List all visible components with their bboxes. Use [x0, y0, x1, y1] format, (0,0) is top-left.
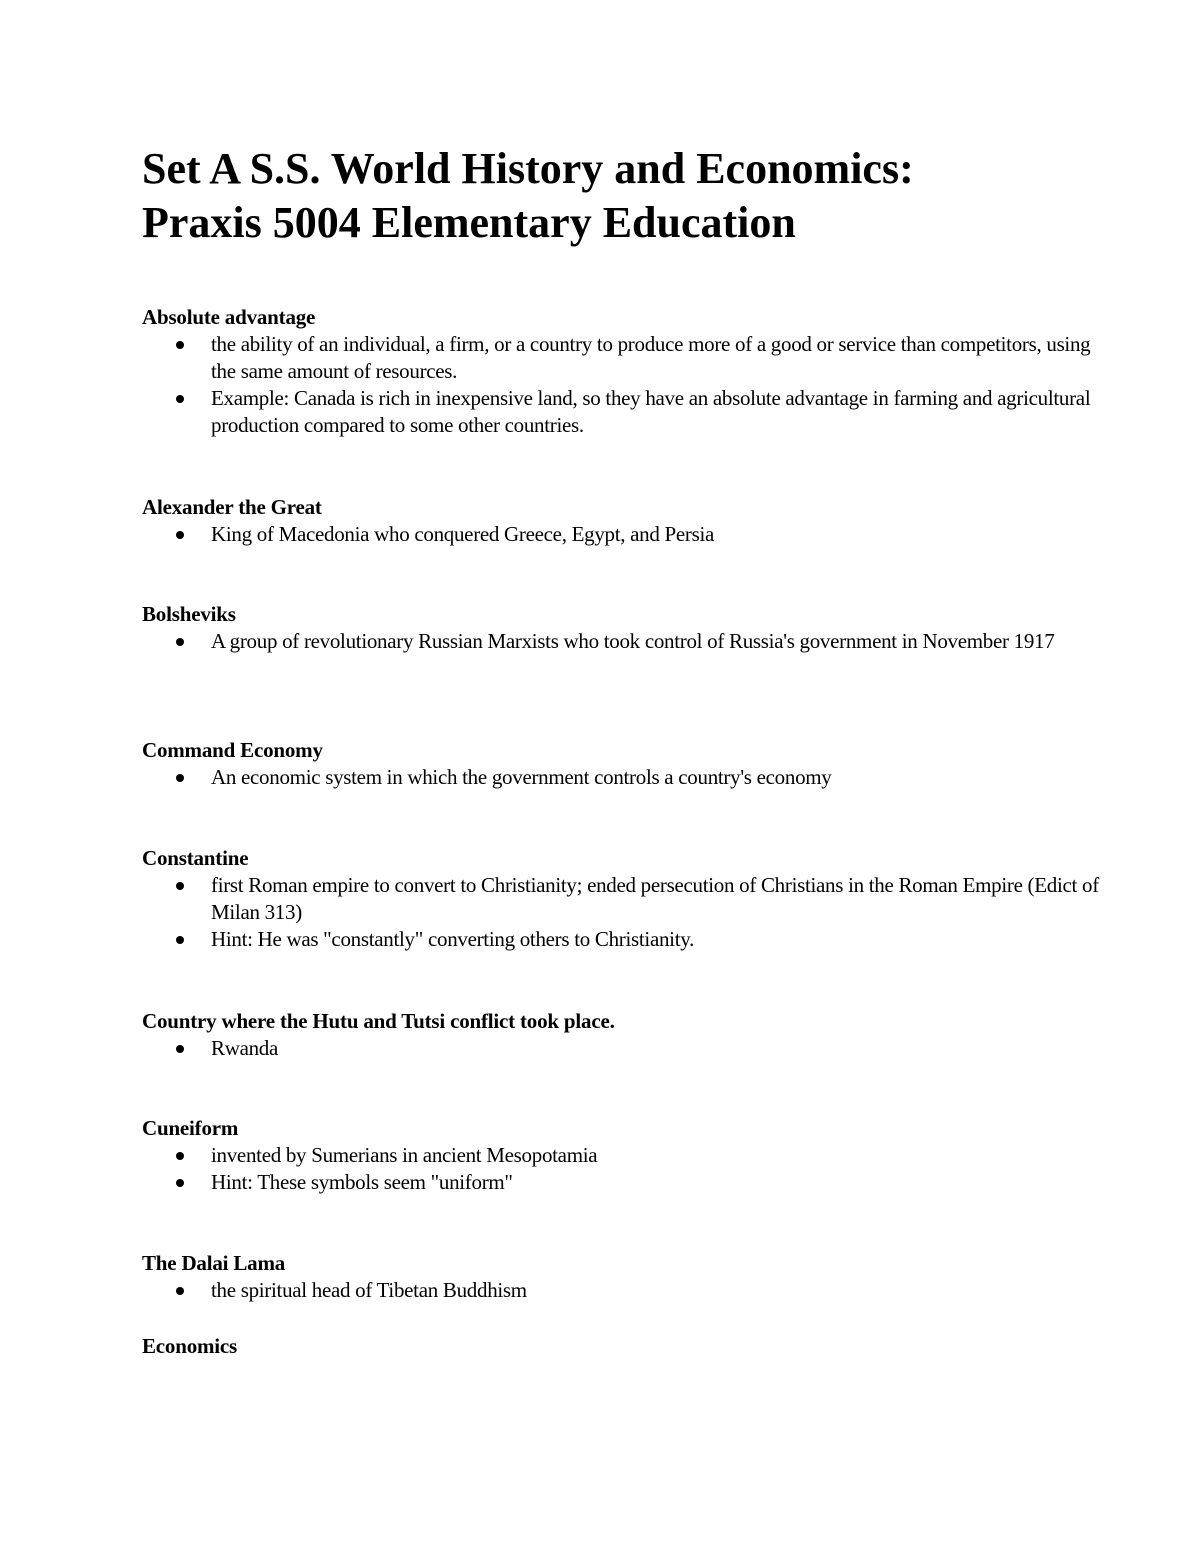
definition-text: A group of revolutionary Russian Marxists who took control of Russia's government in November 1917	[211, 629, 1055, 653]
term-heading: Absolute advantage	[142, 305, 316, 329]
definition-text: King of Macedonia who conquered Greece, Egypt, and Persia	[211, 522, 715, 546]
definition-text: invented by Sumerians in ancient Mesopotamia	[211, 1143, 598, 1167]
definition-item	[142, 1142, 1102, 1169]
definition-item	[142, 764, 1102, 791]
term-constantine	[142, 845, 1102, 953]
term-dalai-lama	[142, 1250, 1102, 1304]
definition-text: Hint: These symbols seem "uniform"	[211, 1170, 513, 1194]
definition-text: Hint: He was "constantly" converting others to Christianity.	[211, 927, 695, 951]
term-heading: Command Economy	[142, 738, 323, 762]
definition-text: An economic system in which the government controls a country's economy	[211, 765, 832, 789]
definition-list	[142, 628, 1102, 655]
term-alexander-the-great	[142, 494, 1102, 548]
definition-text: Rwanda	[211, 1036, 279, 1060]
bullet-icon	[176, 395, 184, 403]
definition-item	[142, 628, 1102, 655]
page-title-line-2: Praxis 5004 Elementary Education	[142, 198, 796, 247]
definition-item	[142, 385, 1102, 439]
term-heading: Alexander the Great	[142, 495, 322, 519]
definition-list	[142, 1277, 1102, 1304]
term-command-economy	[142, 737, 1102, 791]
definition-list	[142, 764, 1102, 791]
term-bolsheviks	[142, 601, 1102, 655]
definition-item	[142, 1277, 1102, 1304]
term-heading: The Dalai Lama	[142, 1251, 286, 1275]
definition-text: Example: Canada is rich in inexpensive land, so they have an absolute advantage in farming and agricultural production compared to some other countries.	[211, 386, 1091, 437]
term-cuneiform	[142, 1115, 1102, 1196]
definition-text: first Roman empire to convert to Christianity; ended persecution of Christians in the Roman Empire (Edict of Milan 313)	[211, 873, 1099, 924]
definition-list	[142, 331, 1102, 439]
definition-text: the ability of an individual, a firm, or a country to produce more of a good or service than competitors, using the same amount of resources.	[211, 332, 1091, 383]
page-title-line-1: Set A S.S. World History and Economics:	[142, 144, 914, 193]
term-heading: Bolsheviks	[142, 602, 236, 626]
bullet-icon	[176, 531, 184, 539]
bullet-icon	[176, 774, 184, 782]
page-title	[142, 142, 1122, 250]
bullet-icon	[176, 1045, 184, 1053]
definition-text: the spiritual head of Tibetan Buddhism	[211, 1278, 527, 1302]
definition-item	[142, 331, 1102, 385]
definition-list	[142, 1142, 1102, 1196]
bullet-icon	[176, 638, 184, 646]
term-absolute-advantage	[142, 304, 1102, 439]
term-economics	[142, 1333, 1102, 1360]
definition-list	[142, 872, 1102, 953]
bullet-icon	[176, 1152, 184, 1160]
bullet-icon	[176, 936, 184, 944]
term-heading: Country where the Hutu and Tutsi conflict took place.	[142, 1009, 615, 1033]
definition-item	[142, 1035, 1102, 1062]
definition-item	[142, 926, 1102, 953]
term-heading: Constantine	[142, 846, 249, 870]
definition-item	[142, 521, 1102, 548]
definition-list	[142, 1035, 1102, 1062]
definition-list	[142, 521, 1102, 548]
term-hutu-tutsi-country	[142, 1008, 1102, 1062]
term-heading: Economics	[142, 1334, 238, 1358]
term-heading: Cuneiform	[142, 1116, 239, 1140]
definition-item	[142, 872, 1102, 926]
bullet-icon	[176, 1287, 184, 1295]
bullet-icon	[176, 341, 184, 349]
bullet-icon	[176, 882, 184, 890]
bullet-icon	[176, 1179, 184, 1187]
definition-item	[142, 1169, 1102, 1196]
